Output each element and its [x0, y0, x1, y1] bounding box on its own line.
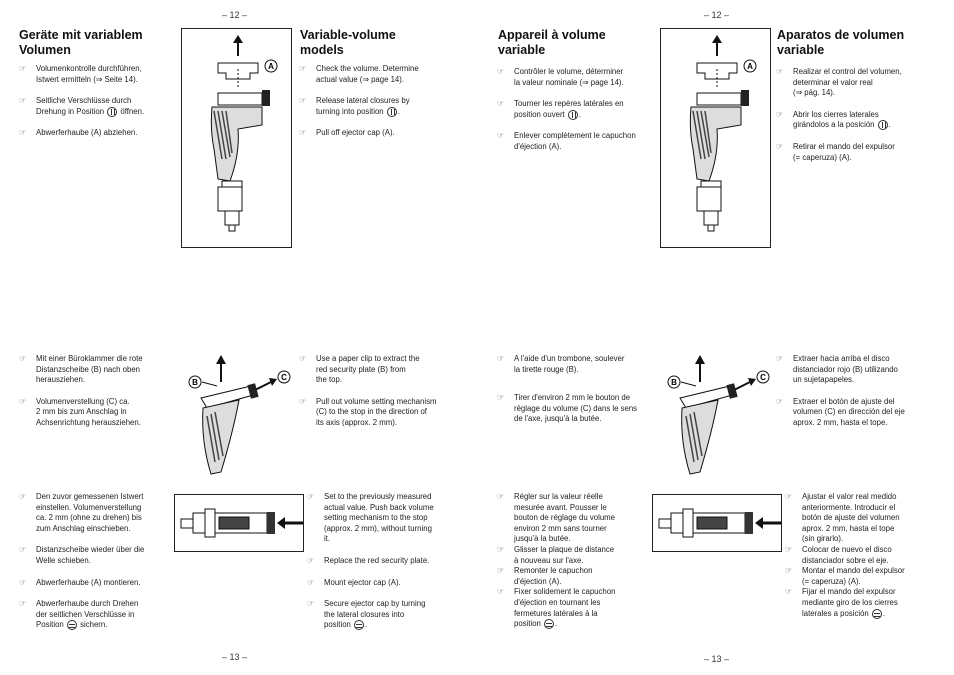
pipette-illustration — [661, 29, 772, 249]
list-item: ☞ Volumenverstellung (C) ca. 2 mm bis zum Anschlag in Achsenrichtung herausziehen. — [19, 396, 141, 427]
pointing-hand-icon: ☞ — [19, 96, 27, 106]
list-item: ☞ Fixer solidement le capuchon d'éjection en tournant les fermetures latérales à la position . — [497, 587, 616, 629]
pointing-hand-icon: ☞ — [497, 492, 505, 501]
list-item: ☞ Volumenkontrolle durchführen, Istwert ermitteln (⇒ Seite 14). — [19, 64, 142, 84]
list-item: ☞ Extraer hacia arriba el disco distanciador rojo (B) utilizando un sujetapapeles. — [776, 354, 898, 385]
pointing-hand-icon: ☞ — [776, 396, 784, 406]
list-item: ☞ Den zuvor gemessenen Istwert einstellen. Volumenverstellung ca. 2 mm (ohne zu drehen) bis zum Anschlag einschieben. — [19, 492, 144, 533]
list-item: ☞ Use a paper clip to extract the red security plate (B) from the top. — [299, 354, 420, 385]
list-item: ☞ Fijar el mando del expulsor mediante giro de los cierres laterales a posición . — [785, 587, 898, 618]
page-number-bottom-left: – 13 – — [222, 652, 248, 662]
pointing-hand-icon: ☞ — [776, 109, 784, 119]
list-item: ☞ Montar el mando del expulsor (= caperuza) (A). — [785, 566, 905, 586]
pointing-hand-icon: ☞ — [299, 128, 307, 138]
instructions-en-3 — [307, 492, 457, 642]
list-item: ☞ Abwerferhaube (A) montieren. — [19, 577, 141, 587]
page-number-top-right: – 12 – — [704, 10, 730, 20]
instructions-es-1 — [776, 67, 936, 174]
pointing-hand-icon: ☞ — [19, 396, 27, 406]
list-item: ☞ Régler sur la valeur réelle mesurée avant. Pousser le bouton de réglage du volume environ 2 mm sans tourner jusqu'à la butée. — [497, 492, 616, 544]
label-c: C — [281, 373, 287, 382]
instructions-fr-2 — [497, 354, 662, 436]
list-item: ☞ Replace the red security plate. — [307, 555, 430, 565]
list-item: ☞ Abwerferhaube (A) abziehen. — [19, 128, 138, 138]
list-item: ☞ Extraer el botón de ajuste del volumen (C) en dirección del eje aprox. 2 mm, hasta el tope. — [776, 396, 905, 427]
pointing-hand-icon: ☞ — [307, 577, 315, 587]
instructions-de-3 — [19, 492, 169, 642]
heading-fr: Appareil à volume variable — [498, 28, 606, 57]
pointing-hand-icon: ☞ — [307, 555, 315, 565]
list-item: ☞ Pull off ejector cap (A). — [299, 128, 395, 138]
instructions-de-2 — [19, 354, 169, 440]
closure-locked-icon — [872, 609, 882, 619]
list-item: ☞ Remonter le capuchon d'éjection (A). — [497, 566, 593, 586]
pointing-hand-icon: ☞ — [19, 128, 27, 138]
closure-locked-icon — [544, 619, 554, 629]
list-item: ☞ Mit einer Büroklammer die rote Distanzscheibe (B) nach oben herausziehen. — [19, 354, 143, 385]
list-item: ☞ Abrir los cierres laterales girándolos a la posición . — [776, 109, 891, 130]
pointing-hand-icon: ☞ — [497, 354, 505, 363]
pointing-hand-icon: ☞ — [785, 587, 793, 597]
closure-open-icon — [878, 120, 888, 130]
heading-en: Variable-volume models — [300, 28, 396, 57]
pointing-hand-icon: ☞ — [497, 131, 505, 141]
list-item: ☞ Pull out volume setting mechanism (C) to the stop in the direction of its axis (approx. 2 mm). — [299, 396, 437, 427]
pointing-hand-icon: ☞ — [785, 566, 793, 576]
closure-locked-icon — [67, 620, 77, 630]
instructions-es-2 — [776, 354, 936, 440]
instructions-en-1 — [299, 64, 459, 150]
pointing-hand-icon: ☞ — [776, 142, 784, 152]
pointing-hand-icon: ☞ — [19, 599, 27, 609]
label-b: B — [192, 378, 198, 387]
list-item: ☞ Release lateral closures by turning into position . — [299, 96, 410, 116]
pointing-hand-icon: ☞ — [299, 354, 307, 363]
list-item: ☞ Check the volume. Determine actual value (⇒ page 14). — [299, 64, 419, 84]
pointing-hand-icon: ☞ — [497, 566, 505, 576]
list-item: ☞ Glisser la plaque de distance à nouveau sur l'axe. — [497, 544, 615, 565]
page-number-top-left: – 12 – — [222, 10, 248, 20]
instructions-es-3 — [785, 492, 935, 619]
list-item: ☞ Enlever complètement le capuchon d'éjection (A). — [497, 131, 636, 152]
pointing-hand-icon: ☞ — [19, 64, 27, 73]
pointing-hand-icon: ☞ — [497, 544, 505, 554]
figure-ejector-cap-left — [181, 28, 292, 248]
closure-open-icon — [387, 107, 397, 117]
pointing-hand-icon: ☞ — [299, 96, 307, 106]
pointing-hand-icon: ☞ — [19, 577, 27, 587]
pointing-hand-icon: ☞ — [785, 492, 793, 501]
pointing-hand-icon: ☞ — [497, 587, 505, 597]
pointing-hand-icon: ☞ — [497, 67, 505, 76]
pointing-hand-icon: ☞ — [19, 545, 27, 555]
list-item: ☞ Colocar de nuevo el disco distanciador sobre el eje. — [785, 544, 892, 565]
list-item: ☞ Realizar el control del volumen, determinar el valor real (⇒ pág. 14). — [776, 67, 902, 98]
pointing-hand-icon: ☞ — [776, 354, 784, 363]
list-item: ☞ Set to the previously measured actual value. Push back volume setting mechanism to the stop (approx. 2 mm), without turning it. — [307, 492, 434, 544]
pointing-hand-icon: ☞ — [19, 354, 27, 363]
label-b: B — [671, 378, 677, 387]
pipette-illustration — [182, 29, 293, 249]
figure-ejector-cap-right — [660, 28, 771, 248]
list-item: ☞ Tirer d'environ 2 mm le bouton de réglage du volume (C) dans le sens de l'axe, jusqu'à la butée. — [497, 393, 638, 424]
instructions-fr-1 — [497, 67, 657, 164]
figure-push-mechanism-left — [174, 494, 304, 552]
pointing-hand-icon: ☞ — [299, 64, 307, 73]
list-item: ☞ Seitliche Verschlüsse durch Drehung in Position öffnen. — [19, 96, 145, 116]
pointing-hand-icon: ☞ — [19, 492, 27, 501]
heading-de: Geräte mit variablem Volumen — [19, 28, 143, 57]
pointing-hand-icon: ☞ — [307, 492, 315, 501]
list-item: ☞ A l'aide d'un trombone, soulever la tirette rouge (B). — [497, 354, 625, 374]
heading-es: Aparatos de volumen variable — [777, 28, 905, 57]
closure-open-icon — [568, 110, 578, 120]
pointing-hand-icon: ☞ — [785, 544, 793, 554]
list-item: ☞ Retirar el mando del expulsor (= caperuza) (A). — [776, 142, 895, 162]
list-item: ☞ Distanzscheibe wieder über die Welle schieben. — [19, 545, 145, 565]
label-a: A — [747, 62, 753, 71]
list-item: ☞ Ajustar el valor real medido anteriormente. Introducir el botón de ajuste del volumen aprox. 2 mm, hasta el tope (sin girarlo). — [785, 492, 900, 544]
instructions-en-2 — [299, 354, 464, 440]
label-a: A — [268, 62, 274, 71]
pointing-hand-icon: ☞ — [307, 599, 315, 609]
figure-push-mechanism-right — [652, 494, 782, 552]
figure-security-plate-right — [660, 352, 771, 482]
instructions-fr-3 — [497, 492, 647, 630]
list-item: ☞ Secure ejector cap by turning the lateral closures into position . — [307, 599, 426, 630]
instructions-de-1 — [19, 64, 169, 150]
list-item: ☞ Abwerferhaube durch Drehen der seitlichen Verschlüsse in Position sichern. — [19, 599, 139, 630]
pointing-hand-icon: ☞ — [776, 67, 784, 76]
pointing-hand-icon: ☞ — [299, 396, 307, 406]
pointing-hand-icon: ☞ — [497, 99, 505, 109]
closure-open-icon — [107, 107, 117, 117]
figure-security-plate-left — [181, 352, 292, 482]
page-number-bottom-right: – 13 – — [704, 654, 730, 664]
pointing-hand-icon: ☞ — [497, 393, 505, 403]
list-item: ☞ Tourner les repères latérales en position ouvert . — [497, 99, 624, 119]
closure-locked-icon — [354, 620, 364, 630]
list-item: ☞ Contrôler le volume, déterminer la valeur nominale (⇒ page 14). — [497, 67, 624, 87]
list-item: ☞ Mount ejector cap (A). — [307, 577, 401, 587]
label-c: C — [760, 373, 766, 382]
